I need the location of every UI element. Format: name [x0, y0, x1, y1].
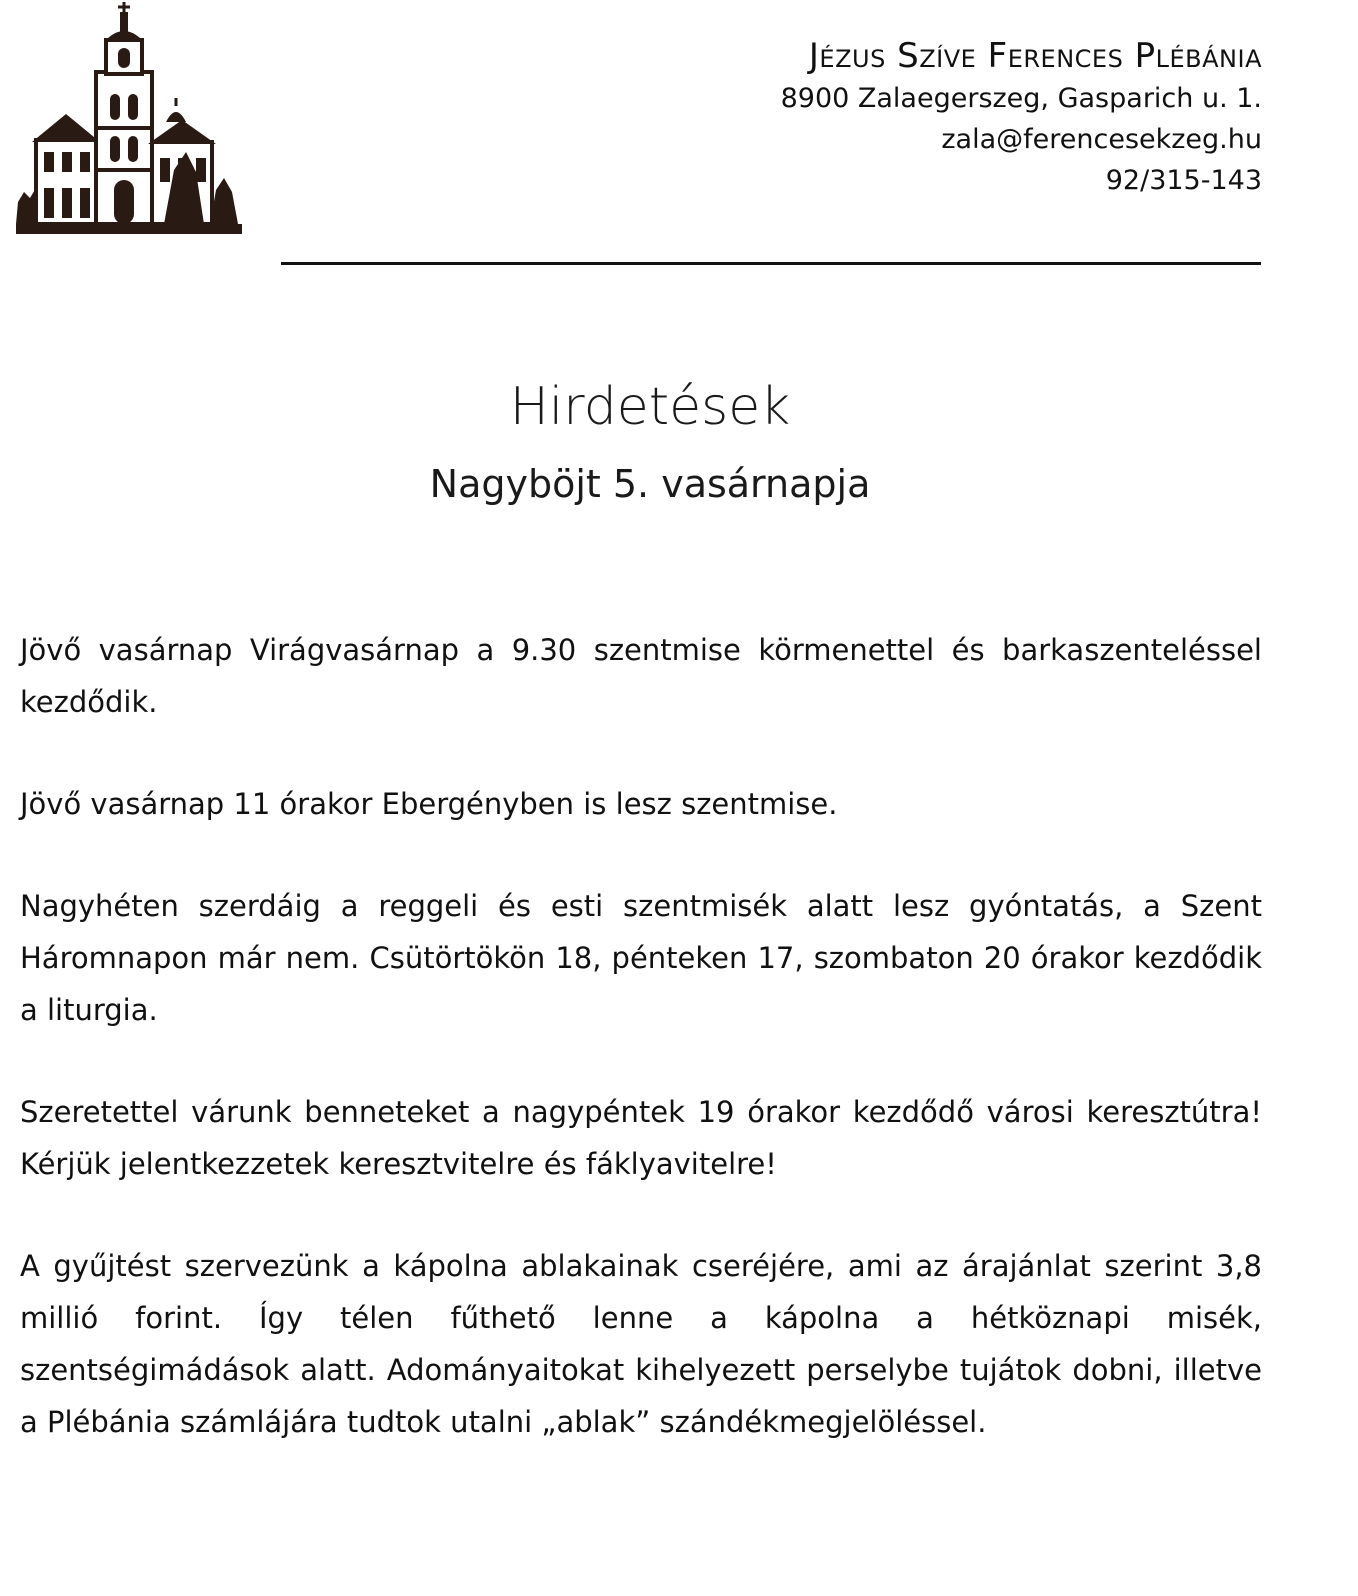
address: 8900 Zalaegerszeg, Gasparich u. 1. — [780, 83, 1262, 114]
organization-name: Jézus Szíve Ferences Plébánia — [808, 36, 1262, 76]
announcement-paragraph: Jövő vasárnap Virágvasárnap a 9.30 szentmise körmenettel és barkaszenteléssel kezdődik. — [20, 633, 1262, 719]
header-divider — [281, 262, 1261, 265]
page-subtitle: Nagyböjt 5. vasárnapja — [429, 462, 871, 506]
church-logo-icon — [14, 2, 246, 238]
announcement-paragraph: Nagyhéten szerdáig a reggeli és esti szentmisék alatt lesz gyóntatás, a Szent Háromnapon már nem. Csütörtökön 18, pénteken 17, szombaton 20 órakor kezdődik a liturgia. — [20, 889, 1262, 1027]
phone: 92/315-143 — [1105, 165, 1262, 196]
announcement-paragraph: Jövő vasárnap 11 órakor Ebergényben is lesz szentmise. — [20, 787, 838, 821]
announcement-paragraph: Szeretettel várunk benneteket a nagypéntek 19 órakor kezdődő városi keresztútra! Kérjük jelentkezzetek keresztvitelre és fáklyavitelre! — [20, 1095, 1262, 1181]
letterhead — [562, 34, 1262, 201]
announcements — [20, 624, 1262, 1498]
email: zala@ferencesekzeg.hu — [941, 124, 1262, 155]
page-title: Hirdetések — [509, 377, 791, 437]
announcement-paragraph: A gyűjtést szervezünk a kápolna ablakainak cseréjére, ami az árajánlat szerint 3,8 millió forint. Így télen fűthető lenne a kápolna a hétköznapi misék, szentségimádások alatt. Adományaitokat kihelyezett perselybe tujátok dobni, illetve a Plébánia számlájára tudtok utalni „ablak” szándékmegjelöléssel. — [20, 1249, 1262, 1439]
